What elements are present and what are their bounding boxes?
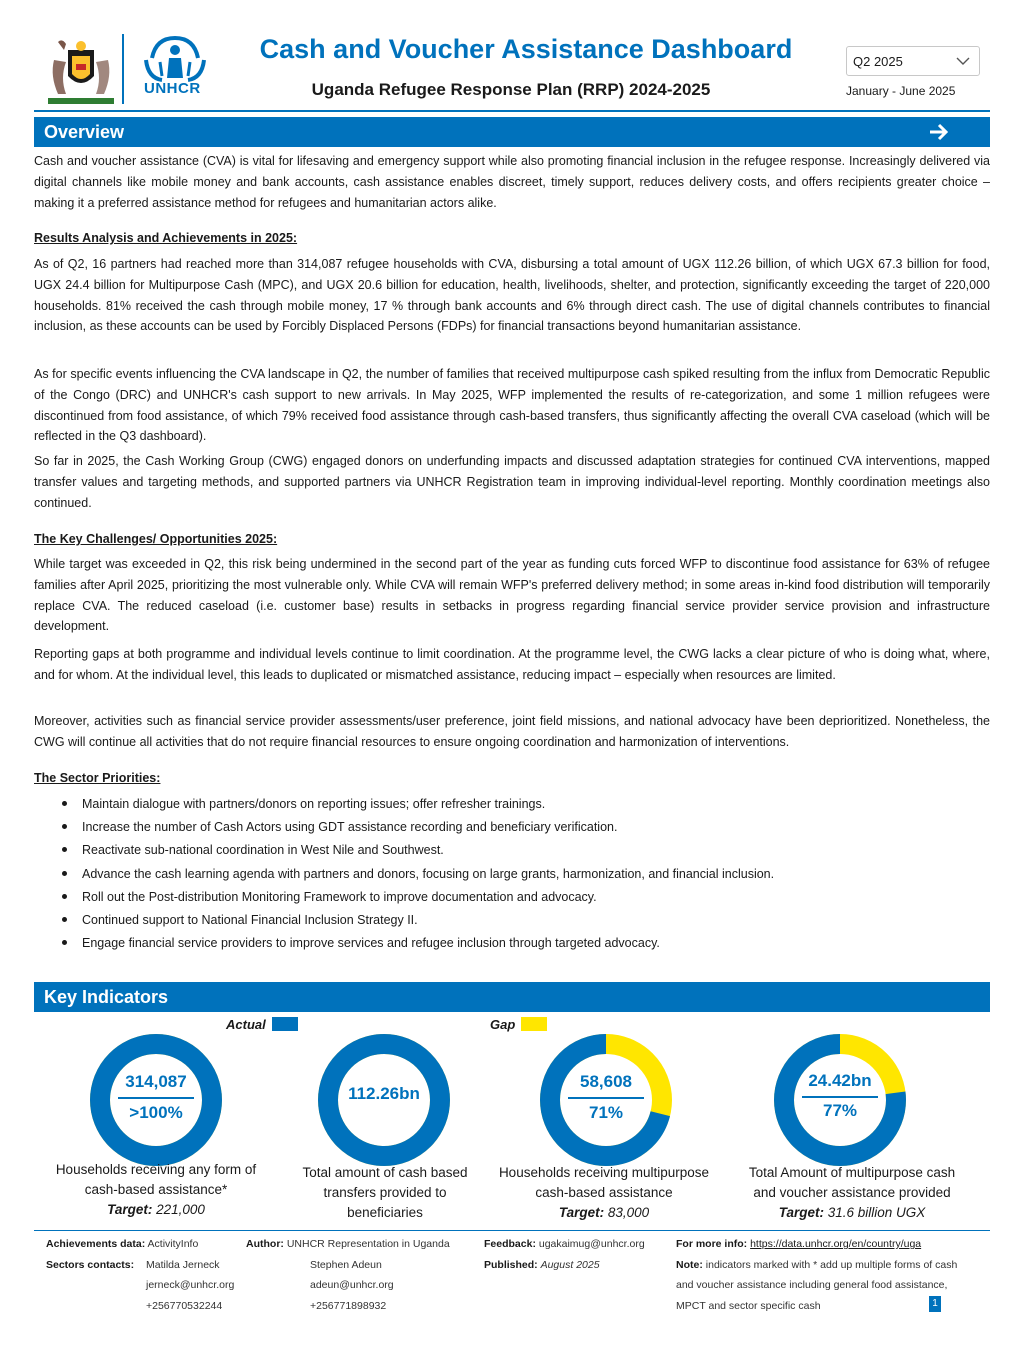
feedback-email[interactable]: ugakaimug@unhcr.org	[538, 1238, 645, 1250]
results-paragraph-2: As for specific events influencing the CVA landscape in Q2, the number of families that received multipurpose cash spiked resulting from the influx from Democratic Republic of the Congo (DRC) and UNHCR's cash support to new arrivals. In May 2025, WFP implemented the results of re-categorization, and some 1 million refugees were discontinued from food assistance, of which 79% received food assistance through cash-based transfers, thus significantly affecting the overall CVA caseload (which will be reflected in the Q3 dashboard).	[34, 367, 990, 444]
header-divider	[34, 110, 990, 112]
kpi-label	[40, 1160, 272, 1220]
priority-item: Engage financial service providers to improve services and refugee inclusion through targeted advocacy.	[62, 934, 982, 957]
contact-1-phone: +256770532244	[146, 1299, 223, 1312]
kpi-label-line: Households receiving any form of	[55, 1162, 257, 1177]
kpi-label-line: Households receiving multipurpose	[498, 1165, 710, 1180]
kpi-target: Target: 83,000	[558, 1205, 650, 1220]
kpi-donut	[536, 1030, 676, 1170]
period-select-value: Q2 2025	[853, 54, 903, 69]
kpi-label-line: Total amount of cash based	[302, 1165, 468, 1180]
kpi-percent: >100%	[129, 1103, 183, 1122]
page-title: Cash and Voucher Assistance Dashboard	[259, 34, 793, 64]
kpi-label-line: cash-based assistance*	[84, 1182, 228, 1197]
kpi-value-divider	[118, 1097, 194, 1099]
priority-item: Advance the cash learning agenda with partners and donors, focusing on large grants, harmonization, and financial inclusion.	[62, 865, 982, 888]
kpi-value: 314,087	[125, 1072, 187, 1091]
uganda-coat-of-arms-logo	[48, 36, 114, 106]
kpi-label	[738, 1163, 966, 1223]
kpi-donut	[770, 1030, 910, 1170]
page-number: 1	[929, 1296, 941, 1312]
results-heading: Results Analysis and Achievements in 2025:	[34, 231, 298, 245]
legend-actual-label: Actual	[226, 1017, 266, 1032]
results-paragraph-3: So far in 2025, the Cash Working Group (CWG) engaged donors on underfunding impacts and discussed adaptation strategies for continued CVA interventions, mapped transfer values and targeting methods, and supported partners via UNHCR Registration team in improving individual-level reporting. Monthly coordination meetings also continued.	[34, 454, 990, 510]
overview-intro: Cash and voucher assistance (CVA) is vital for lifesaving and emergency support while also promoting financial inclusion in the refugee response. Increasingly delivered via digital channels like mobile money and bank accounts, cash assistance enables discreet, timely support, reduces delivery costs, and offers recipients greater choice – making it a preferred assistance method for refugees and humanitarian actors alike.	[34, 154, 990, 210]
footer-divider	[34, 1230, 990, 1231]
logo-divider	[122, 34, 124, 104]
footer-col-2: Author: UNHCR Representation in Uganda Stephen Adeun adeun@unhcr.org +256771898932	[246, 1234, 450, 1316]
kpi-label	[490, 1163, 718, 1223]
contact-2-name: Stephen Adeun	[310, 1258, 382, 1271]
arrow-right-icon[interactable]	[928, 122, 950, 142]
contact-1-name: Matilda Jerneck	[146, 1258, 220, 1271]
footer-col-1: Achievements data: ActivityInfo Sectors contacts: Matilda Jerneck jerneck@unhcr.org +256770532244	[46, 1234, 234, 1316]
kpi-label-line: beneficiaries	[347, 1205, 423, 1220]
priority-item: Increase the number of Cash Actors using GDT assistance recording and beneficiary verification.	[62, 818, 982, 841]
challenges-paragraph-2: Reporting gaps at both programme and individual levels continue to limit coordination. At the programme level, the CWG lacks a clear picture of who is doing what, where, and for whom. At the individual level, this leads to duplicated or mismatched assistance, reducing impact – especially when resources are limited.	[34, 647, 990, 682]
kpi-households-mpc	[490, 1026, 730, 1226]
challenges-paragraph-3: Moreover, activities such as financial service provider assessments/user preference, joint field missions, and national advocacy have been deprioritized. Nonetheless, the CWG will continue all activities that do not require financial resources to ensure ongoing coordination and harmonization of interventions.	[34, 714, 990, 749]
kpi-label-line: Total Amount of multipurpose cash	[748, 1165, 956, 1180]
key-indicators-heading: Key Indicators	[44, 987, 169, 1007]
footer-col-3: Feedback: ugakaimug@unhcr.org Published: August 2025	[484, 1238, 645, 1271]
page-subtitle: Uganda Refugee Response Plan (RRP) 2024-2025	[311, 80, 711, 99]
kpi-value-divider	[568, 1097, 644, 1099]
priority-item: Reactivate sub-national coordination in West Nile and Southwest.	[62, 841, 982, 864]
priorities-heading: The Sector Priorities:	[34, 771, 161, 785]
date-range: January - June 2025	[846, 84, 956, 98]
donut-actual-arc	[100, 1044, 212, 1156]
challenges-paragraph-1: While target was exceeded in Q2, this risk being undermined in the second part of the year as funding cuts forced WFP to discontinue food assistance for 63% of refugee families after April 2025, prioritizing the most vulnerable only. While CVA will remain WFP's preferred delivery method; in some areas in-kind food distribution will temporarily replace CVA. The reduced caseload (i.e. customer base) results in setbacks in progress regarding financial service provider service provision and infrastructure development.	[34, 557, 990, 634]
kpi-label-line: transfers provided to	[323, 1185, 447, 1200]
kpi-label-line: cash-based assistance	[535, 1185, 673, 1200]
priority-item: Roll out the Post-distribution Monitoring Framework to improve documentation and advocacy.	[62, 888, 982, 911]
period-select[interactable]	[846, 46, 980, 76]
kpi-households-any-cva	[40, 1026, 280, 1226]
kpi-value: 112.26bn	[348, 1084, 420, 1103]
contact-1-email[interactable]: jerneck@unhcr.org	[146, 1279, 235, 1291]
header	[0, 0, 1024, 116]
kpi-percent: 71%	[588, 1103, 624, 1122]
kpi-value: 24.42bn	[808, 1071, 872, 1090]
kpi-value: 58,608	[580, 1072, 632, 1091]
kpi-label	[280, 1163, 490, 1223]
unhcr-logo-text: UNHCR	[144, 80, 201, 97]
challenges-heading: The Key Challenges/ Opportunities 2025:	[34, 532, 278, 546]
kpi-value-divider	[802, 1096, 878, 1098]
chevron-down-icon	[955, 53, 971, 69]
kpi-target: Target: 221,000	[107, 1202, 205, 1217]
overview-heading: Overview	[44, 122, 125, 142]
more-info-link[interactable]: https://data.unhcr.org/en/country/uga	[750, 1238, 922, 1250]
kpi-donut	[86, 1030, 226, 1170]
kpi-target: Target: 31.6 billion UGX	[778, 1205, 926, 1220]
priorities-list	[62, 795, 982, 957]
priority-item: Continued support to National Financial Inclusion Strategy II.	[62, 911, 982, 934]
overview-section-bar	[34, 117, 990, 147]
kpi-percent: 77%	[822, 1101, 858, 1120]
priority-item: Maintain dialogue with partners/donors on reporting issues; offer refresher trainings.	[62, 795, 982, 818]
contact-2-phone: +256771898932	[310, 1299, 387, 1312]
kpi-total-cbt-amount	[280, 1026, 520, 1226]
contact-2-email[interactable]: adeun@unhcr.org	[310, 1279, 394, 1291]
results-paragraph-1: As of Q2, 16 partners had reached more than 314,087 refugee households with CVA, disbursing a total amount of UGX 112.26 billion, of which UGX 67.3 billion for food, UGX 24.4 billion for Multipurpose Cash (MPC), and UGX 20.6 billion for education, health, livelihoods, shelter, and protection, significantly exceeding the target of 220,000 households. 81% received the cash through mobile money, 17 % through bank accounts and 6% through direct cash. The use of digital channels contributes to financial inclusion, as these accounts can be used by Forcibly Displaced Persons (FDPs) for financial transactions beyond humanitarian assistance.	[34, 257, 990, 334]
legend-gap-label: Gap	[490, 1017, 516, 1032]
kpi-label-line: and voucher assistance provided	[753, 1185, 951, 1200]
kpi-total-mpc-amount	[738, 1026, 978, 1226]
key-indicators-section-bar	[34, 982, 990, 1012]
footer-col-4: For more info: https://data.unhcr.org/en/country/uga Note: indicators marked with * add up multiple forms of cash and voucher assistance including general food assistance, MPCT and sector specific cash	[676, 1238, 958, 1312]
